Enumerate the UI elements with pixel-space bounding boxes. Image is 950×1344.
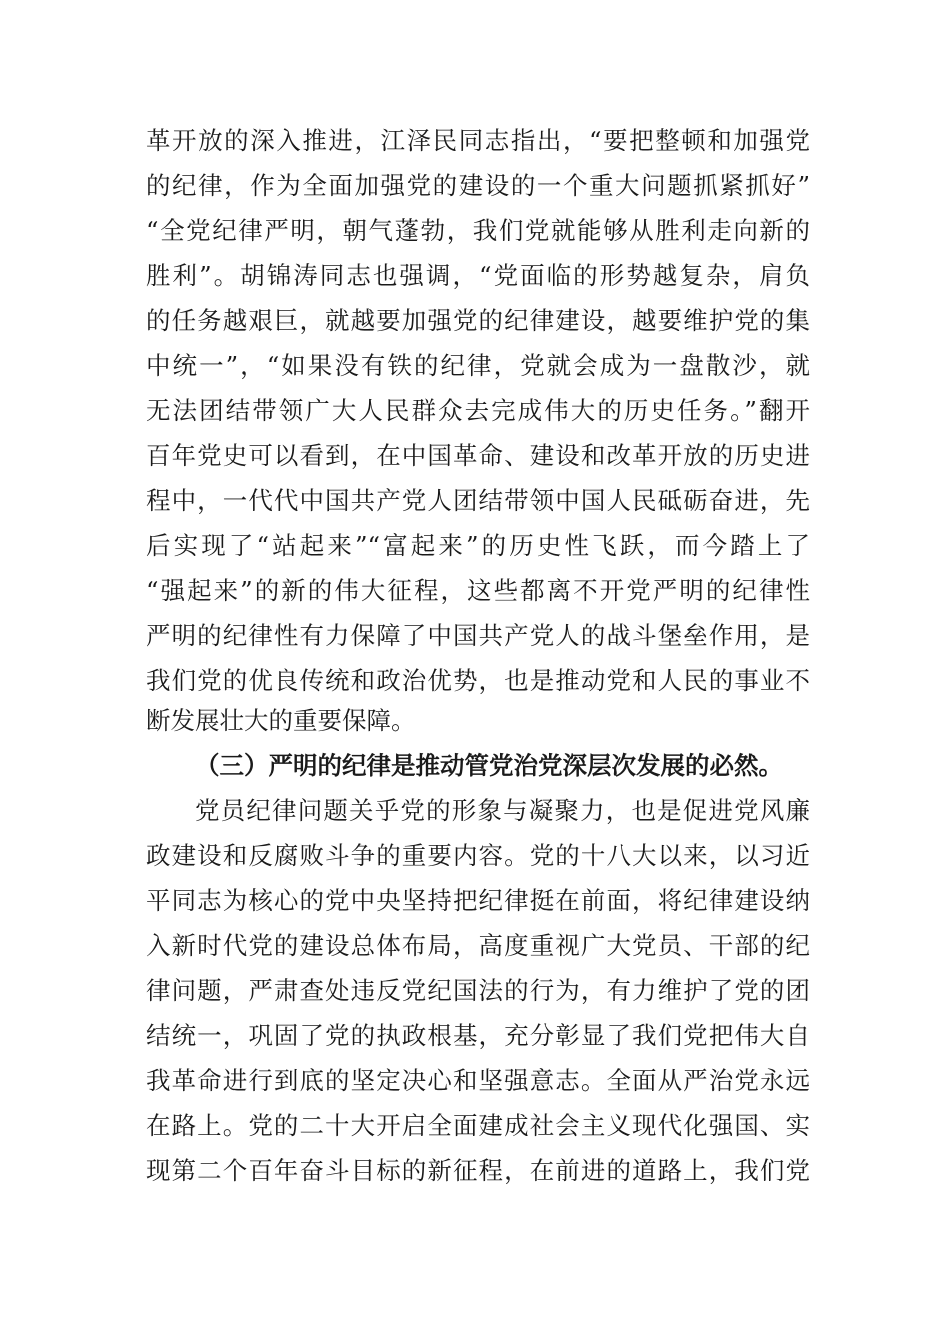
paragraph-line: 的纪律，作为全面加强党的建设的一个重大问题抓紧抓好” — [146, 171, 810, 200]
paragraph-line: “强起来”的新的伟大征程，这些都离不开党严明的纪律性 — [146, 576, 810, 605]
paragraph-line: 政建设和反腐败斗争的重要内容。党的十八大以来，以习近 — [146, 841, 810, 870]
paragraph-line: 律问题，严肃查处违反党纪国法的行为，有力维护了党的团 — [146, 976, 810, 1005]
paragraph-line: 党员纪律问题关乎党的形象与凝聚力，也是促进党风廉 — [195, 796, 810, 825]
paragraph-line: 百年党史可以看到，在中国革命、建设和改革开放的历史进 — [146, 441, 810, 470]
paragraph-line: 严明的纪律性有力保障了中国共产党人的战斗堡垒作用，是 — [146, 621, 810, 650]
paragraph-line: 后实现了“站起来”“富起来”的历史性飞跃，而今踏上了 — [146, 531, 810, 560]
paragraph-line: 结统一，巩固了党的执政根基，充分彰显了我们党把伟大自 — [146, 1021, 810, 1050]
section-heading: （三）严明的纪律是推动管党治党深层次发展的必然。 — [195, 751, 783, 780]
paragraph-line: 革开放的深入推进，江泽民同志指出，“要把整顿和加强党 — [146, 126, 810, 155]
paragraph-line: 我们党的优良传统和政治优势，也是推动党和人民的事业不 — [146, 666, 810, 695]
paragraph-line: 无法团结带领广大人民群众去完成伟大的历史任务。”翻开 — [146, 396, 810, 425]
paragraph-line: 中统一”，“如果没有铁的纪律，党就会成为一盘散沙，就 — [146, 351, 810, 380]
paragraph-line: 断发展壮大的重要保障。 — [146, 706, 416, 735]
paragraph-line: 胜利”。胡锦涛同志也强调，“党面临的形势越复杂，肩负 — [146, 261, 810, 290]
paragraph-line: 入新时代党的建设总体布局，高度重视广大党员、干部的纪 — [146, 931, 810, 960]
paragraph-line: 在路上。党的二十大开启全面建成社会主义现代化强国、实 — [146, 1111, 810, 1140]
paragraph-line: 程中，一代代中国共产党人团结带领中国人民砥砺奋进，先 — [146, 486, 810, 515]
paragraph-line: 现第二个百年奋斗目标的新征程，在前进的道路上，我们党 — [146, 1156, 810, 1185]
paragraph-line: “全党纪律严明，朝气蓬勃，我们党就能够从胜利走向新的 — [146, 216, 810, 245]
paragraph-line: 平同志为核心的党中央坚持把纪律挺在前面，将纪律建设纳 — [146, 886, 810, 915]
paragraph-line: 的任务越艰巨，就越要加强党的纪律建设，越要维护党的集 — [146, 306, 810, 335]
paragraph-line: 我革命进行到底的坚定决心和坚强意志。全面从严治党永远 — [146, 1066, 810, 1095]
